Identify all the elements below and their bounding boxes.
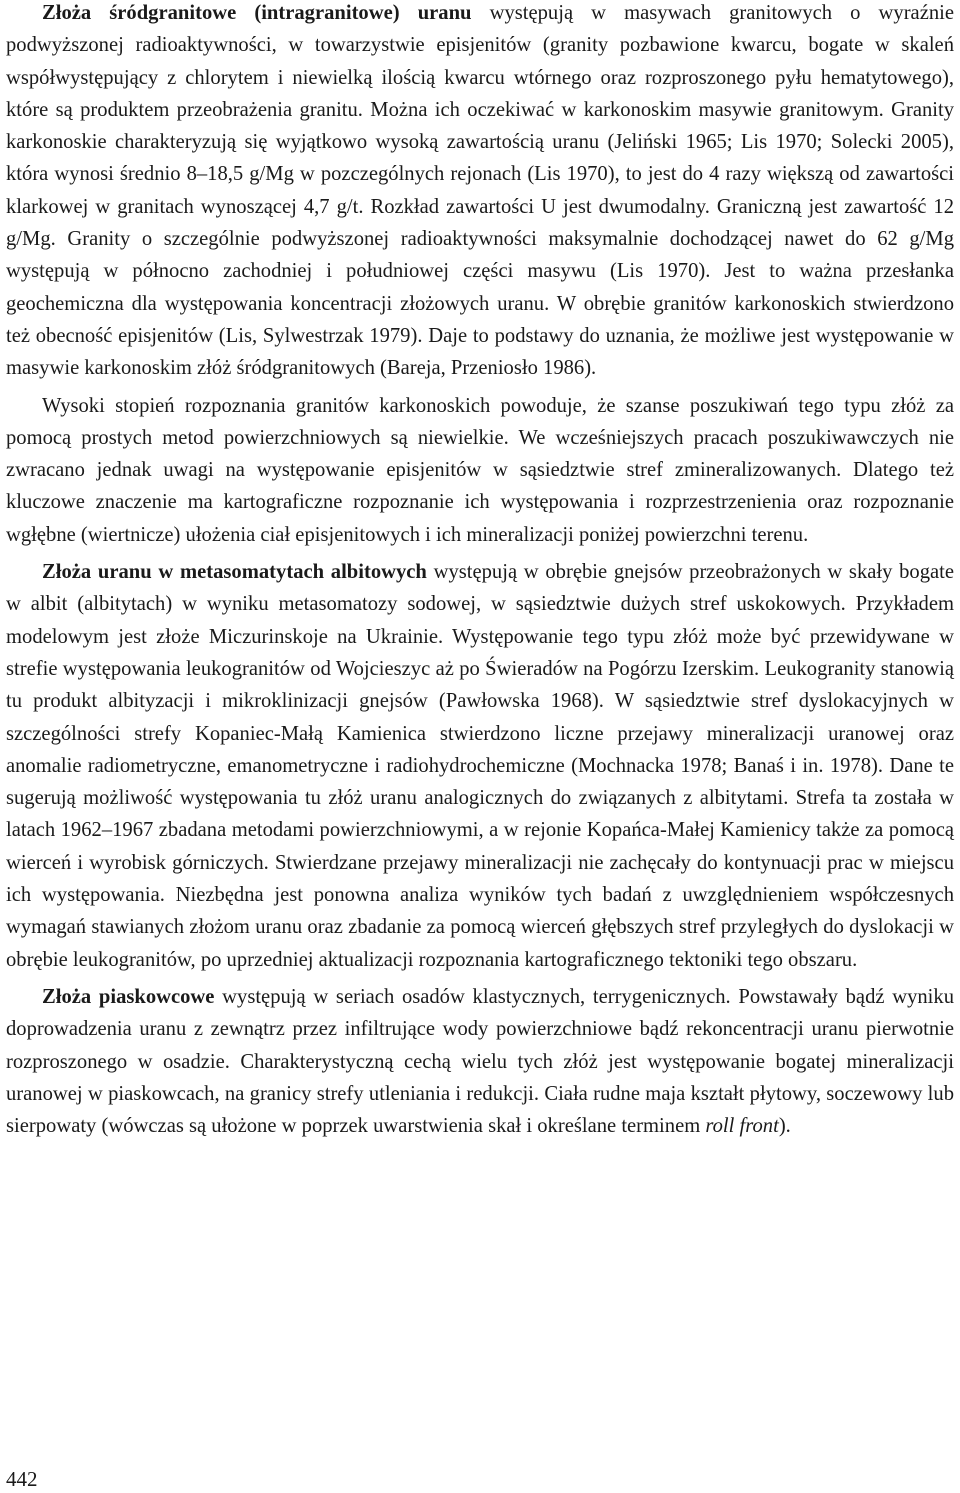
paragraph-albite-metasomatite-deposits xyxy=(6,556,954,976)
paragraph-text: występują w obrębie gnejsów przeobrażonych w skały bogate w albit (albitytach) w wyniku metasomatozy sodowej, w sąsiedztwie dużych stref uskokowych. Przykładem modelowym jest złoże Miczurinskoje na Ukrainie. Występowanie tego typu złóż może być przewidywane w strefie występowania leukogranitów od Wojcieszyc aż po Świeradów na Pogórzu Izerskim. Leukogranity stanowią tu produkt albityzacji i mikroklinizacji gnejsów (Pawłowska 1968). W sąsiedztwie stref dyslokacyjnych w szczególności strefy Kopaniec-Małą Kamienica stwierdzono liczne przejawy mineralizacji uranowej oraz anomalie radiometryczne, emanometryczne i radiohydrochemiczne (Mochnacka 1978; Banaś i in. 1978). Dane te sugerują możliwość występowania tu złóż uranu analogicznych do związanych z albitytami. Strefa ta została w latach 1962–1967 zbadana metodami powierzchniowymi, a w rejonie Kopańca-Małej Kamienicy także za pomocą wierceń i wyrobisk górniczych. Stwierdzane przejawy mineralizacji nie zachęcały do kontynuacji prac w miejscu ich występowania. Niezbędna jest ponowna analiza wyników tych badań z uwzględnieniem współczesnych wymagań stawianych złożom uranu oraz zbadanie za pomocą wierceń głębszych stref przyległych do dyslokacji w obrębie leukogranitów, po uprzedniej aktualizacji rozpoznania kartograficznego tektoniki tego obszaru. xyxy=(6,561,954,971)
paragraph-lead-heading: Złoża piaskowcowe xyxy=(42,985,215,1008)
page-body xyxy=(6,0,954,1142)
paragraph-exploration-chances xyxy=(6,390,954,551)
paragraph-lead-heading: Złoża uranu w metasomatytach albitowych xyxy=(42,561,427,584)
paragraph-italic-term: roll front xyxy=(705,1115,779,1138)
paragraph-text-tail: ). xyxy=(778,1115,791,1138)
paragraph-lead-heading: Złoża śródgranitowe (intragranitowe) uranu xyxy=(42,2,472,24)
page-number: 442 xyxy=(6,1467,38,1491)
paragraph-sandstone-deposits xyxy=(6,981,954,1142)
paragraph-text: Wysoki stopień rozpoznania granitów karkonoskich powoduje, że szanse poszukiwań tego typu złóż za pomocą prostych metod powierzchniowych są niewielkie. We wcześniejszych pracach poszukiwawczych nie zwracano jednak uwagi na występowanie episjenitów w sąsiedztwie stref zmineralizowanych. Dlatego też kluczowe znaczenie ma kartograficzne rozpoznanie ich występowania i rozprzestrzenienia oraz rozpoznanie wgłębne (wiertnicze) ułożenia ciał episjenitowych i ich mineralizacji poniżej powierzchni terenu. xyxy=(6,394,954,546)
paragraph-text: występują w seriach osadów klastycznych, terrygenicznych. Powstawały bądź wyniku doprowadzenia uranu z zewnątrz przez infiltrujące wody powierzchniowe bądź rekoncentracji uranu pierwotnie rozproszonego w osadzie. Charakterystyczną cechą wielu tych złóż jest występowanie bogatej mineralizacji uranowej w piaskowcach, na granicy strefy utleniania i redukcji. Ciała rudne maja kształt płytowy, soczewowy lub sierpowaty (wówczas są ułożone w poprzek uwarstwienia skał i określane terminem xyxy=(6,985,954,1138)
paragraph-text: występują w masywach granitowych o wyraźnie podwyższonej radioaktywności, w towarzystwie episjenitów (granity pozbawione kwarcu, bogate w skaleń współwystępujący z chlorytem i niewielką ilością kwarcu wtórnego oraz rozproszonego pyłu hematytowego), które są produktem przeobrażenia granitu. Można ich oczekiwać w karkonoskim masywie granitowym. Granity karkonoskie charakteryzują się wyjątkowo wysoką zawartością uranu (Jeliński 1965; Lis 1970; Solecki 2005), która wynosi średnio 8–18,5 g/Mg w pozczególnych rejonach (Lis 1970), to jest do 4 razy większą od zawartości klarkowej w granitach wynoszącej 4,7 g/t. Rozkład zawartości U jest dwumodalny. Graniczną jest zawartość 12 g/Mg. Granity o szczególnie podwyższonej radioaktywności maksymalnie dochodzącej nawet do 62 g/Mg występują w północno zachodniej i południowej części masywu (Lis 1970). Jest to ważna przesłanka geochemiczna dla występowania koncentracji złożowych uranu. W obrębie granitów karkonoskich stwierdzono też obecność episjenitów (Lis, Sylwestrzak 1979). Daje to podstawy do uznania, że możliwe jest występowanie w masywie karkonoskim złóż śródgranitowych (Bareja, Przeniosło 1986). xyxy=(6,2,955,380)
paragraph-intragranite-deposits xyxy=(6,0,954,385)
